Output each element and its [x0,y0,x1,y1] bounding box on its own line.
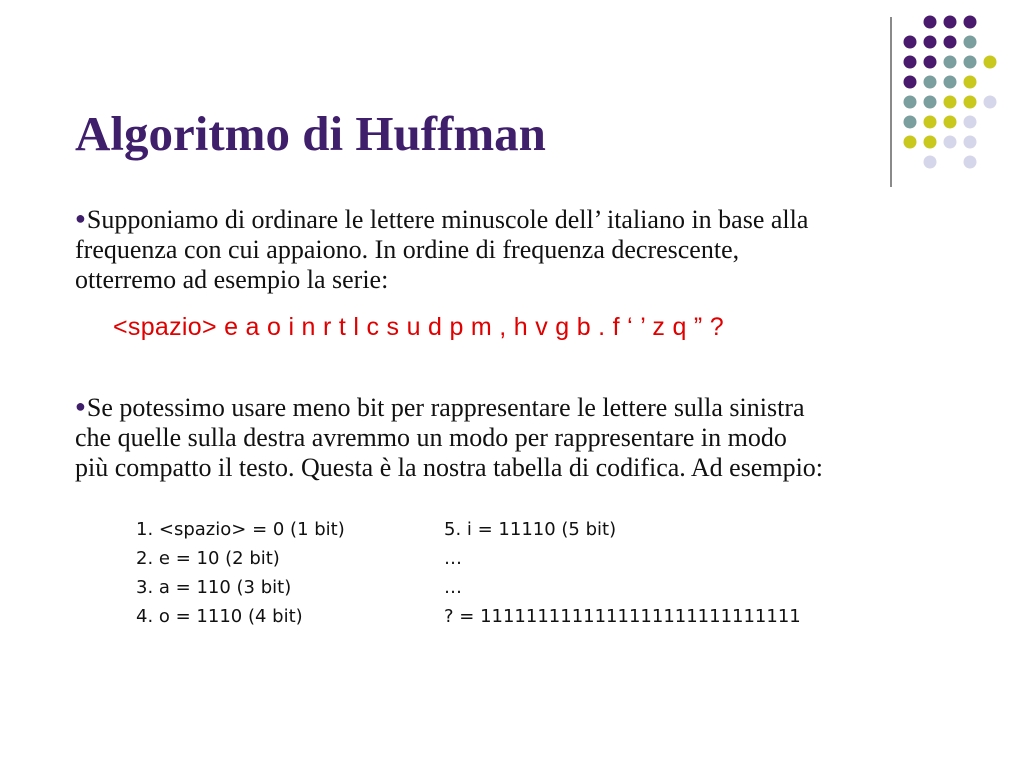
decorative-dot [944,16,957,29]
code-entry: 1. <spazio> = 0 (1 bit) [136,519,345,540]
code-entry: 2. e = 10 (2 bit) [136,548,280,569]
decorative-dot-grid [900,12,1010,172]
code-entry: … [444,548,462,569]
decorative-dot [964,16,977,29]
decorative-dot [944,76,957,89]
paragraph-2-line-1: Se potessimo usare meno bit per rappresentare le lettere sulla sinistra [86,393,805,422]
paragraph-2-line-2: che quelle sulla destra avremmo un modo per rappresentare in modo [75,423,787,452]
decorative-dot [964,56,977,69]
decorative-dot [904,36,917,49]
paragraph-1-line-1: Supponiamo di ordinare le lettere minuscole dell’ italiano in base alla [86,205,809,234]
paragraph-1-line-3: otterremo ad esempio la serie: [75,265,389,294]
decorative-dot [924,76,937,89]
paragraph-1-line-2: frequenza con cui appaiono. In ordine di frequenza decrescente, [75,235,740,264]
code-table-left [136,515,345,631]
code-entry: 5. i = 11110 (5 bit) [444,519,617,540]
decorative-dot [964,76,977,89]
decorative-dot [924,56,937,69]
decorative-dot [904,136,917,149]
decorative-dot [944,96,957,109]
bullet-icon: ● [75,396,86,416]
decorative-dot [924,36,937,49]
vertical-divider [890,17,892,187]
decorative-dot [924,16,937,29]
paragraph-2 [75,391,975,483]
decorative-dot [964,36,977,49]
decorative-dot [964,156,977,169]
page-title: Algoritmo di Huffman [75,106,546,161]
decorative-dot [944,56,957,69]
decorative-dot [904,56,917,69]
decorative-dot [924,156,937,169]
code-entry: … [444,577,462,598]
decorative-dot [944,116,957,129]
code-entry: ? = 1111111111111111111111111111 [444,606,801,627]
bullet-icon: ● [75,208,86,228]
code-table-right [444,515,801,631]
decorative-dot [964,136,977,149]
decorative-dot [904,116,917,129]
paragraph-2-line-3: più compatto il testo. Questa è la nostra tabella di codifica. Ad esempio: [75,453,824,482]
decorative-dot [904,76,917,89]
decorative-dot [984,96,997,109]
decorative-dot [924,116,937,129]
decorative-dot [984,56,997,69]
decorative-dot [964,116,977,129]
decorative-dot [924,96,937,109]
decorative-dot [944,136,957,149]
code-entry: 4. o = 1110 (4 bit) [136,606,303,627]
decorative-dot [904,96,917,109]
letter-frequency-series: <spazio> e a o i n r t l c s u d p m , h v g b . f ‘ ’ z q ” ? [113,313,724,341]
code-entry: 3. a = 110 (3 bit) [136,577,292,598]
decorative-dot [924,136,937,149]
paragraph-1 [75,203,975,295]
decorative-dot [944,36,957,49]
decorative-dot [964,96,977,109]
